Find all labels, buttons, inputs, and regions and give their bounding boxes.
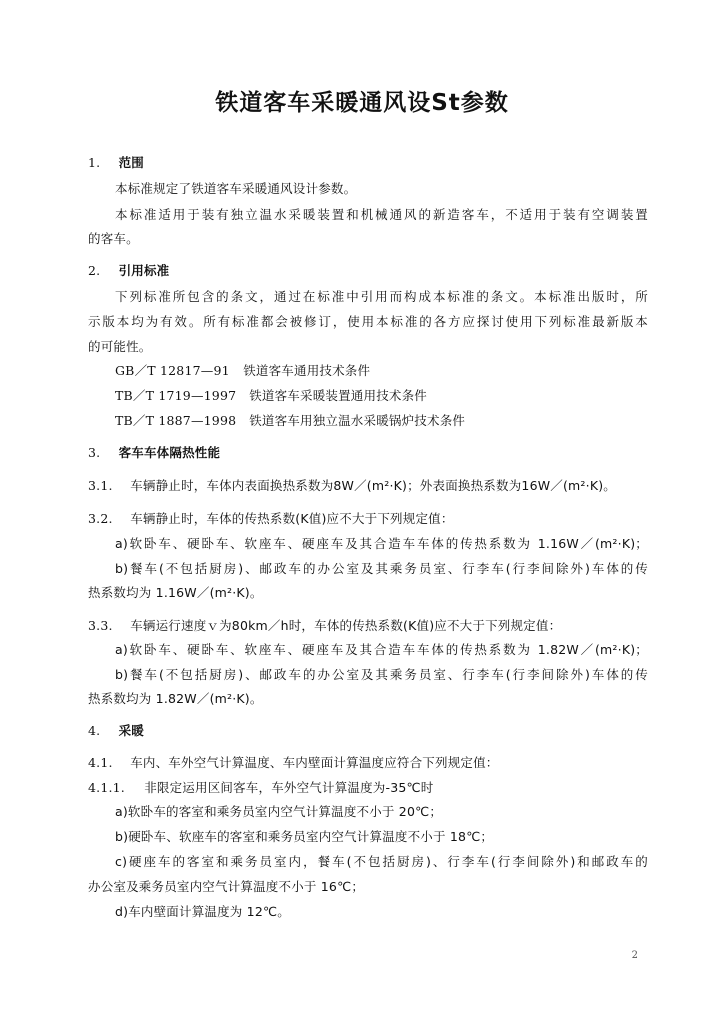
clause-4-1-1-item-a: a)软卧车的客室和乘务员室内空气计算温度不小于 20℃；: [115, 804, 443, 819]
clause-3-2-item-b-line-1: b)餐车(不包括厨房)、邮政车的办公室及其乘务员室、行李车(行李间除外)车体的传: [115, 561, 648, 576]
section-number: 1.: [88, 155, 101, 170]
section-3-heading: [88, 444, 648, 462]
clause-3-2: [88, 510, 648, 528]
clause-4-1-1-item-c-line-2: 办公室及乘务员室内空气计算温度不小于 16℃；: [88, 879, 365, 894]
clause-4-1-1: [88, 779, 648, 797]
reference-code: GB／T 12817—91: [115, 363, 230, 378]
clause-3-3: [88, 617, 648, 635]
clause-3-2-item-a: a)软卧车、硬卧车、软座车、硬座车及其合造车车体的传热系数为 1.16W／(m²·K)；: [115, 536, 648, 551]
section-title: 采暖: [118, 723, 144, 738]
clause-number: 3.3.: [88, 618, 113, 633]
clause-text: 车辆静止时，车体内表面换热系数为8W／(m²·K)；外表面换热系数为16W／(m²·K)。: [130, 478, 616, 493]
section-2-paragraph-line-1: 下列标准所包含的条文，通过在标准中引用而构成本标准的条文。本标准出版时，所: [115, 289, 648, 304]
clause-number: 4.1.1.: [88, 780, 125, 795]
clause-3-3-item-b-line-1: b)餐车(不包括厨房)、邮政车的办公室及其乘务员室、行李车(行李间除外)车体的传: [115, 667, 648, 682]
reference-title: 铁道客车采暖装置通用技术条件: [249, 388, 427, 403]
section-1-paragraph-1: 本标准规定了铁道客车采暖通风设计参数。: [115, 181, 357, 196]
reference-code: TB／T 1719—1997: [115, 388, 237, 403]
section-2-paragraph-line-3: 的可能性。: [88, 339, 152, 354]
document-title: 铁道客车采暖通风设St参数: [215, 90, 509, 116]
clause-number: 3.2.: [88, 511, 113, 526]
clause-4-1-1-item-d: d)车内壁面计算温度为 12℃。: [115, 904, 290, 919]
section-2-heading: [88, 262, 648, 280]
clause-3-3-item-a: a)软卧车、硬卧车、软座车、硬座车及其合造车车体的传热系数为 1.82W／(m²·K)；: [115, 642, 648, 657]
section-2-paragraph-line-2: 示版本均为有效。所有标准都会被修订，使用本标准的各方应探讨使用下列标准最新版本: [88, 314, 648, 329]
section-title: 引用标准: [118, 263, 170, 278]
reference-item: [115, 362, 648, 380]
clause-4-1-1-item-b: b)硬卧车、软座车的客室和乘务员室内空气计算温度不小于 18℃；: [115, 829, 494, 844]
reference-title: 铁道客车通用技术条件: [243, 363, 371, 378]
reference-item: [115, 412, 648, 430]
section-title: 客车车体隔热性能: [118, 445, 221, 460]
clause-3-3-item-b-line-2: 热系数均为 1.82W／(m²·K)。: [88, 691, 263, 706]
clause-number: 4.1.: [88, 755, 113, 770]
clause-number: 3.1.: [88, 478, 113, 493]
clause-text: 非限定运用区间客车，车外空气计算温度为-35℃时: [144, 780, 434, 795]
clause-4-1: [88, 754, 648, 772]
clause-text: 车内、车外空气计算温度、车内壁面计算温度应符合下列规定值：: [130, 755, 499, 770]
page-number: 2: [631, 950, 638, 961]
reference-code: TB／T 1887—1998: [115, 413, 237, 428]
section-1-heading: [88, 154, 648, 172]
reference-title: 铁道客车用独立温水采暖锅炉技术条件: [249, 413, 466, 428]
section-title: 范围: [118, 155, 144, 170]
clause-3-2-item-b-line-2: 热系数均为 1.16W／(m²·K)。: [88, 585, 263, 600]
section-1-paragraph-2-line-2: 的客车。: [88, 231, 139, 246]
section-number: 3.: [88, 445, 101, 460]
clause-text: 车辆静止时，车体的传热系数(K值)应不大于下列规定值：: [130, 511, 454, 526]
section-1-paragraph-2-line-1: 本标准适用于装有独立温水采暖装置和机械通风的新造客车，不适用于装有空调装置: [115, 207, 648, 222]
section-number: 2.: [88, 263, 101, 278]
clause-text: 车辆运行速度ｖ为80km／h时，车体的传热系数(K值)应不大于下列规定值：: [130, 618, 562, 633]
clause-3-1: [88, 477, 648, 495]
reference-item: [115, 387, 648, 405]
section-number: 4.: [88, 723, 101, 738]
clause-4-1-1-item-c-line-1: c)硬座车的客室和乘务员室内，餐车(不包括厨房)、行李车(行李间除外)和邮政车的: [115, 854, 648, 869]
section-4-heading: [88, 722, 648, 740]
